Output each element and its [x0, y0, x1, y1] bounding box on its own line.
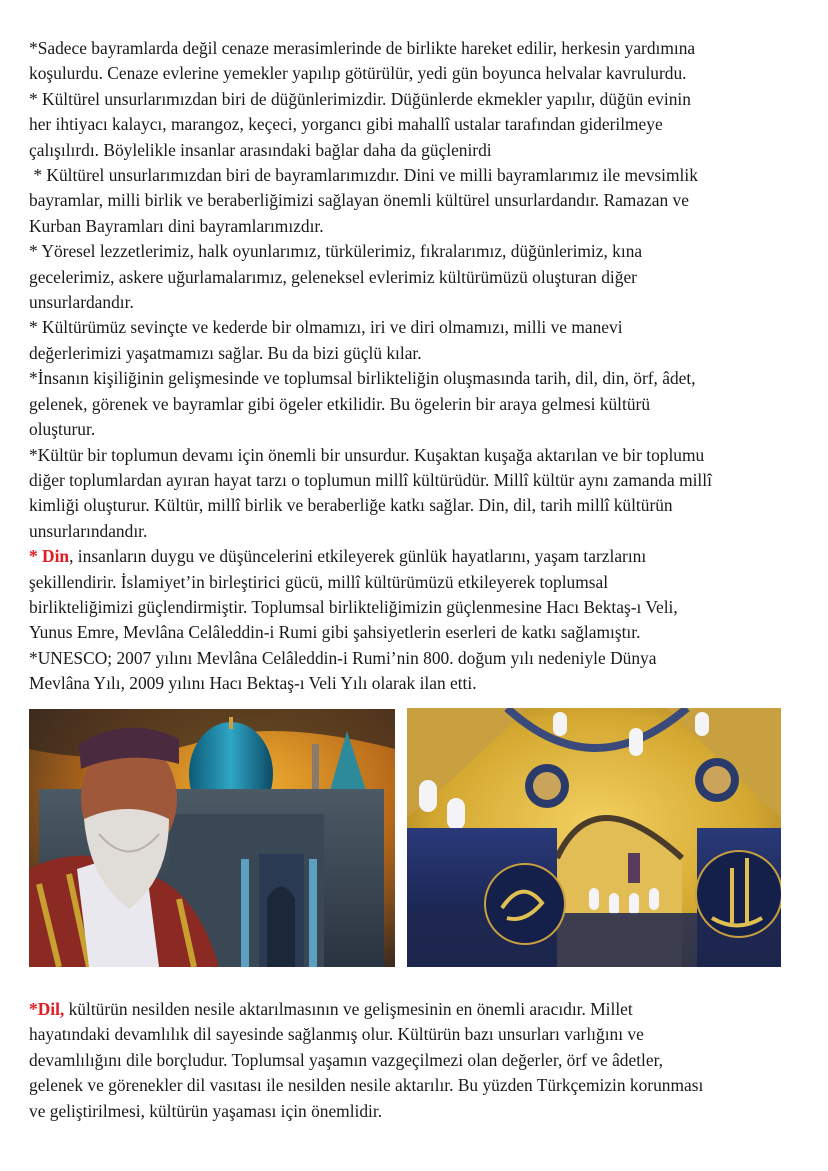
din-first-line: , insanların duygu ve düşüncelerini etkileyerek günlük hayatlarını, yaşam tarzlarını [69, 546, 647, 567]
text-line: değerlerimizi yaşatmamızı sağlar. Bu da bizi güçlü kılar. [29, 342, 422, 363]
text-line: *Kültür bir toplumun devamı için önemli bir unsurdur. Kuşaktan kuşağa aktarılan ve bir toplumu [29, 444, 705, 465]
text-line: *UNESCO; 2007 yılını Mevlâna Celâleddin-i Rumi’nin 800. doğum yılı nedeniyle Dünya [29, 647, 657, 668]
text-line: şekillendirir. İslamiyet’in birleştirici gücü, millî kültürümüzü etkileyerek toplumsal [29, 571, 609, 592]
dil-label: *Dil, [29, 999, 65, 1019]
painting-image [29, 709, 395, 967]
text-line: unsurlarındandır. [29, 520, 148, 541]
dil-first-line: kültürün nesilden nesile aktarılmasının ve gelişmesinin en önemli aracıdır. Millet [64, 999, 633, 1019]
painting-elder-with-mosque [29, 709, 395, 967]
text-line: * Kültürel unsurlarımızdan biri de düğünlerimizdir. Düğünlerde ekmekler yapılır, düğün evinin [29, 88, 691, 109]
intro-paragraphs [29, 36, 819, 697]
dil-heading-line [29, 997, 819, 1022]
text-line: gelenek, görenek ve bayramlar gibi ögeler etkilidir. Bu ögelerin bir araya gelmesi kültürü [29, 393, 651, 414]
text-line: * Kültürel unsurlarımızdan biri de bayramlarımızdır. Dini ve milli bayramlarımız ile mevsimlik [29, 165, 698, 186]
text-line: Kurban Bayramları dini bayramlarımızdır. [29, 215, 324, 236]
text-line: hayatındaki devamlılık dil sayesinde sağlanmış olur. Kültürün bazı unsurları varlığını ve [29, 1024, 644, 1045]
text-line: bayramlar, milli birlik ve beraberliğimizi sağlayan önemli kültürel unsurlardandır. Ramazan ve [29, 190, 689, 211]
dil-paragraph [29, 997, 819, 1124]
din-heading-line [29, 544, 819, 569]
text-line: gecelerimiz, askere uğurlamalarımız, geleneksel evlerimiz kültürümüzü oluşturan diğer [29, 266, 637, 287]
text-line: unsurlardandır. [29, 292, 134, 313]
din-label: * Din [29, 546, 70, 567]
text-line: diğer toplumlardan ayıran hayat tarzı o toplumun millî kültürüdür. Millî kültür aynı zamanda millî [29, 469, 712, 490]
text-line: gelenek ve görenekler dil vasıtası ile nesilden nesile aktarılır. Bu yüzden Türkçemizin korunması [29, 1075, 704, 1096]
hagia-sophia-image [407, 708, 781, 967]
text-line: *Sadece bayramlarda değil cenaze merasimlerinde de birlikte hareket edilir, herkesin yardımına [29, 38, 696, 58]
text-line: çalışılırdı. Böylelikle insanlar arasındaki bağlar daha da güçlenirdi [29, 139, 492, 160]
text-line: ve geliştirilmesi, kültürün yaşaması için önemlidir. [29, 1100, 383, 1121]
text-line: koşulurdu. Cenaze evlerine yemekler yapılıp götürülür, yedi gün boyunca helvalar kavrulurdu. [29, 63, 687, 84]
text-line: birlikteliğimizi güçlendirmiştir. Toplumsal birlikteliğimizin güçlenmesine Hacı Bektaş-ı Veli, [29, 596, 678, 617]
text-line: Yunus Emre, Mevlâna Celâleddin-i Rumi gibi şahsiyetlerin eserleri de katkı sağlamıştır. [29, 622, 641, 643]
text-line: kimliği oluşturur. Kültür, millî birlik ve beraberliğe katkı sağlar. Din, dil, tarih millî kültürün [29, 495, 673, 516]
text-line: oluşturur. [29, 419, 96, 440]
text-line: * Yöresel lezzetlerimiz, halk oyunlarımız, türkülerimiz, fıkralarımız, düğünlerimiz, kına [29, 241, 643, 262]
text-line: devamlılığını dile borçludur. Toplumsal yaşamın vazgeçilmezi olan değerler, örf ve âdetler, [29, 1049, 664, 1070]
photo-hagia-sophia-interior [407, 708, 781, 967]
text-line: her ihtiyacı kalaycı, marangoz, keçeci, yorgancı gibi mahallî ustalar tarafından giderilmeye [29, 114, 663, 135]
text-line: Mevlâna Yılı, 2009 yılını Hacı Bektaş-ı Veli Yılı olarak ilan etti. [29, 673, 477, 694]
text-line: *İnsanın kişiliğinin gelişmesinde ve toplumsal birlikteliğin oluşmasında tarih, dil, din, örf, âdet, [29, 368, 696, 389]
text-line: * Kültürümüz sevinçte ve kederde bir olmamızı, iri ve diri olmamızı, milli ve manevi [29, 317, 623, 338]
